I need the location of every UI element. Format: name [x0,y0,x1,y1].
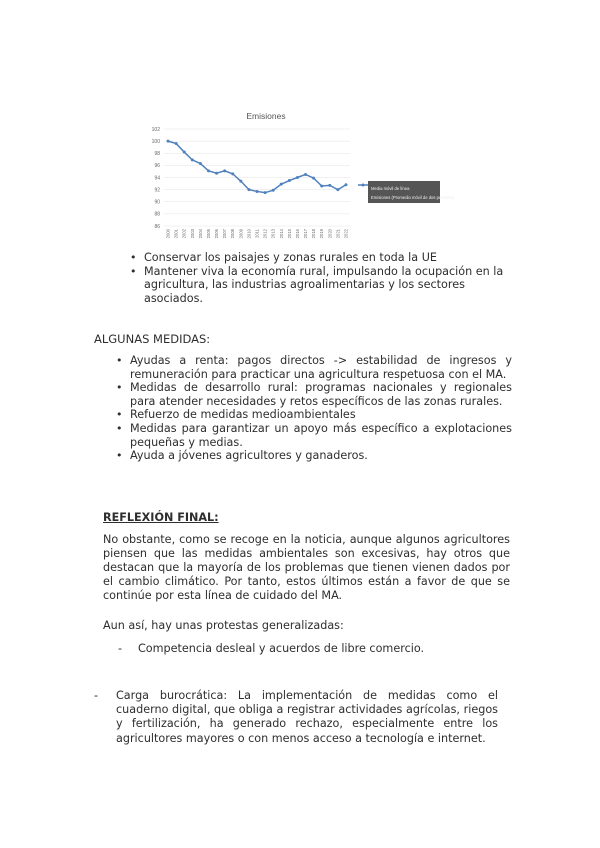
chart-tooltip [368,181,455,203]
y-tick-label: 100 [151,138,160,145]
data-point [280,183,283,186]
x-tick-label: 2006 [214,229,220,239]
data-point [207,169,210,172]
emissions-chart [140,105,455,245]
chart-series [167,140,368,195]
data-point [288,179,291,182]
x-tick-label: 2007 [222,229,228,239]
y-tick-label: 96 [154,163,160,170]
y-tick-label: 88 [154,211,160,218]
top-bullet-list [144,251,506,305]
y-tick-label: 98 [154,151,160,158]
data-point [191,158,194,161]
data-point [312,177,315,180]
dash-text: Carga burocrática: La implementación de medidas como el cuaderno digital, que obliga a registrar actividades agrícolas, riegos y fertilización, ha generado rechazo, especialmente entre los agricultores mayores o con menos acceso a tecnología e internet. [116,689,498,745]
reflexion-intro: Aun así, hay unas protestas generalizadas: [103,619,344,632]
reflexion-paragraph: No obstante, como se recoge en la noticia, aunque algunos agricultores piensen que las medidas ambientales son excesivas, hay otros que destacan que la mayoría de los problemas que tienen vienen dados por el cambio climático. Por tanto, estos últimos están a favor de que se continúe por esta línea de cuidado del MA. [103,533,510,603]
x-tick-label: 2021 [335,229,341,239]
chart-svg [140,105,455,245]
data-point [296,176,299,179]
chart-title: Emisiones [246,111,286,121]
x-tick-label: 2011 [254,229,260,239]
reflexion-heading: REFLEXIÓN FINAL: [103,511,219,524]
data-point [247,188,250,191]
data-point [256,190,259,193]
list-item: • Conservar los paisajes y zonas rurales en toda la UE [144,251,506,265]
y-tick-label: 90 [154,199,160,206]
x-tick-label: 2016 [294,229,300,239]
chart-y-ticks [152,127,161,230]
data-point [336,188,339,191]
x-tick-label: 2013 [270,229,276,239]
medidas-list [130,354,512,463]
y-tick-label: 102 [151,126,160,133]
x-tick-label: 2002 [181,229,187,239]
data-point [175,142,178,145]
x-tick-label: 2000 [165,229,171,239]
list-item: • Ayuda a jóvenes agricultores y ganaderos. [130,449,512,463]
medidas-heading: ALGUNAS MEDIDAS: [94,332,211,346]
list-item: • Refuerzo de medidas medioambientales [130,408,512,422]
list-item: • Medidas para garantizar un apoyo más específico a explotaciones pequeñas y medias. [130,422,512,449]
x-tick-label: 2020 [327,229,333,239]
y-tick-label: 86 [154,223,160,230]
x-tick-label: 2018 [311,229,317,239]
data-point [199,162,202,165]
data-point [239,180,242,183]
x-tick-label: 2019 [319,229,325,239]
dash-item-carga [94,689,498,746]
list-item: • Mantener viva la economía rural, impulsando la ocupación en la agricultura, las industrias agroalimentarias y los sectores asociados. [144,265,506,306]
chart-x-ticks [166,228,349,238]
x-tick-label: 2009 [238,229,244,239]
x-tick-label: 2012 [262,229,268,239]
x-tick-label: 2008 [230,229,236,239]
chart-grid [164,129,350,226]
list-item: • Medidas de desarrollo rural: programas nacionales y regionales para atender necesidades y retos específicos de las zonas rurales. [130,381,512,408]
data-point [215,172,218,175]
x-tick-label: 2010 [246,229,252,239]
emissions-line [168,141,346,193]
x-tick-label: 2015 [286,229,292,239]
data-point [231,172,234,175]
x-tick-label: 2014 [278,229,284,239]
dash-item-competencia [118,642,498,656]
dash-marker: - [118,642,123,655]
data-point [264,191,267,194]
data-point [223,169,226,172]
dash-marker: - [94,689,99,702]
x-tick-label: 2022 [343,229,349,239]
tooltip-line-1: Media móvil de línea [371,186,410,191]
y-tick-label: 92 [154,187,160,194]
data-point [272,189,275,192]
data-point [304,173,307,176]
data-point [183,151,186,154]
data-point [344,183,347,186]
tooltip-line-2: Emisiones (Promedio móvil de dos períodos) [371,195,455,200]
data-point [320,184,323,187]
x-tick-label: 2005 [205,229,211,239]
data-point [328,184,331,187]
x-tick-label: 2004 [197,229,203,239]
legend-marker [362,184,365,187]
x-tick-label: 2001 [173,229,179,239]
y-tick-label: 94 [154,175,160,182]
list-item: • Ayudas a renta: pagos directos -> estabilidad de ingresos y remuneración para practicar una agricultura respetuosa con el MA. [130,354,512,381]
data-point [167,140,170,143]
dash-text: Competencia desleal y acuerdos de libre comercio. [138,642,425,655]
x-tick-label: 2003 [189,229,195,239]
x-tick-label: 2017 [303,229,309,239]
